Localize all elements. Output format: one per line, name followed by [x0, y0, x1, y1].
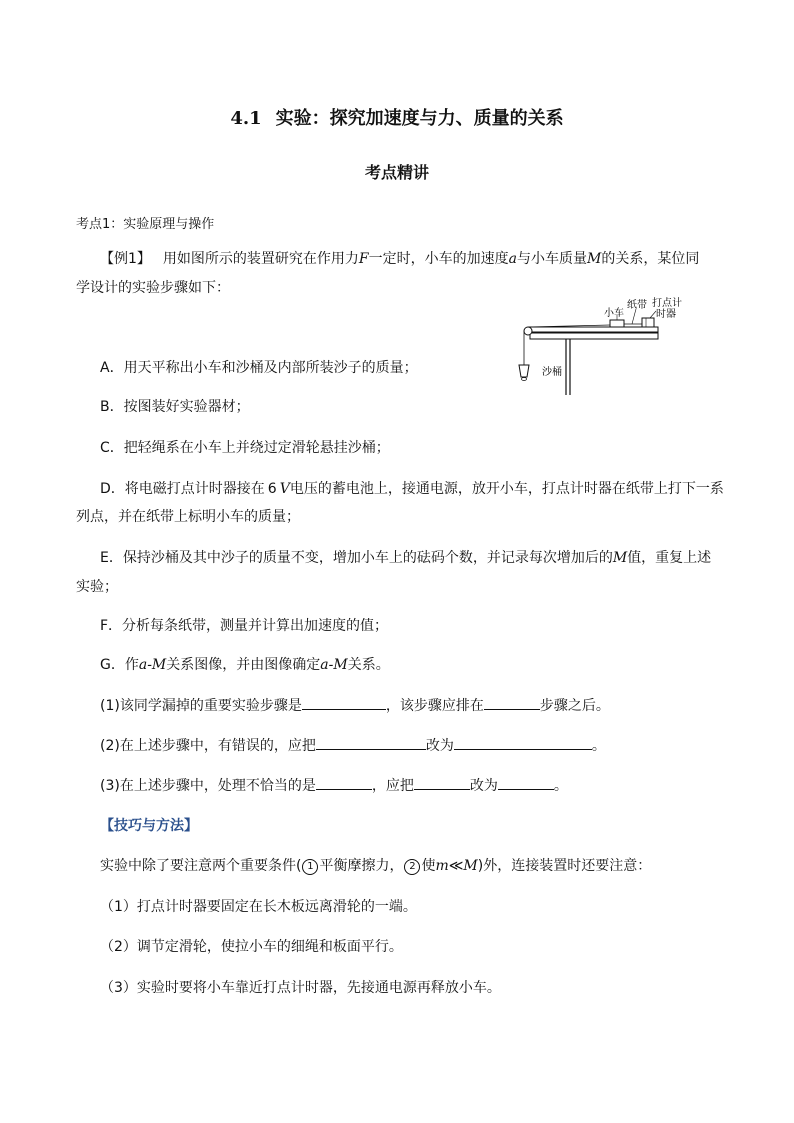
tips-intro: 实验中除了要注意两个重要条件( 1 平衡摩擦力， 2 使m≪M)外，连接装置时还要注意：	[100, 858, 652, 874]
label-timer-line2: 时器	[656, 309, 676, 320]
circled-2: 2	[404, 859, 420, 875]
question-1: (1)该同学漏掉的重要实验步骤是 ，该步骤应排在 步骤之后。	[100, 695, 610, 717]
tip-1: （1）打点计时器要固定在长木板远离滑轮的一端。	[100, 899, 417, 915]
step-d-line2: 列点，并在纸带上标明小车的质量；	[76, 509, 300, 525]
page-title	[0, 104, 794, 130]
var-M: M	[587, 251, 602, 267]
step-d-line1: D．将电磁打点计时器接在 6 V电压的蓄电池上，接通电源，放开小车，打点计时器在纸带上打下一系	[100, 481, 724, 497]
var-a: a	[508, 251, 517, 267]
step-b: B．按图装好实验器材；	[100, 399, 250, 415]
step-e-line2: 实验；	[76, 579, 118, 595]
ticker-timer	[642, 318, 654, 327]
table-top	[530, 333, 658, 339]
label-cart: 小车	[604, 308, 624, 319]
pulley	[524, 327, 532, 335]
answer-blank-1[interactable]	[302, 695, 386, 710]
question-2: (2)在上述步骤中，有错误的，应把 改为 。	[100, 735, 606, 757]
answer-blank-2[interactable]	[484, 695, 540, 710]
step-g: G．作a-M关系图像，并由图像确定a-M关系。	[100, 657, 390, 673]
label-paper-tape: 纸带	[627, 300, 647, 311]
question-3: (3)在上述步骤中，处理不恰当的是 ，应把 改为 。	[100, 775, 568, 797]
var-F: F	[358, 251, 369, 267]
sand-bucket	[519, 365, 529, 377]
apparatus-figure	[516, 295, 692, 400]
answer-blank-5[interactable]	[316, 775, 372, 790]
answer-blank-7[interactable]	[498, 775, 554, 790]
cart	[610, 320, 624, 327]
answer-blank-6[interactable]	[414, 775, 470, 790]
title-number: 4.1	[230, 108, 262, 129]
title-text: 实验：探究加速度与力、质量的关系	[275, 108, 564, 129]
step-e-line1: E．保持沙桶及其中沙子的质量不变，增加小车上的砝码个数，并记录每次增加后的M值，重复上述	[100, 550, 712, 566]
page-subtitle: 考点精讲	[364, 163, 429, 182]
answer-blank-4[interactable]	[454, 735, 592, 750]
example-intro-line2: 学设计的实验步骤如下：	[76, 280, 230, 296]
step-c: C．把轻绳系在小车上并绕过定滑轮悬挂沙桶；	[100, 440, 390, 456]
example-intro-line1: 【例1】 用如图所示的装置研究在作用力F一定时，小车的加速度a与小车质量M的关系，某位同	[100, 251, 700, 267]
circled-1: 1	[302, 859, 318, 875]
tips-heading: 【技巧与方法】	[100, 818, 198, 834]
long-board	[528, 327, 658, 332]
tip-3: （3）实验时要将小车靠近打点计时器，先接通电源再释放小车。	[100, 980, 501, 996]
tip-2: （2）调节定滑轮，使拉小车的细绳和板面平行。	[100, 939, 403, 955]
step-f: F．分析每条纸带，测量并计算出加速度的值；	[100, 618, 389, 634]
label-timer-line1: 打点计	[652, 298, 682, 309]
example-tag: 【例1】	[100, 251, 151, 267]
step-a: A．用天平称出小车和沙桶及内部所装沙子的质量；	[100, 360, 418, 376]
section-label: 考点1：实验原理与操作	[76, 217, 215, 232]
answer-blank-3[interactable]	[316, 735, 426, 750]
label-bucket: 沙桶	[542, 367, 562, 378]
